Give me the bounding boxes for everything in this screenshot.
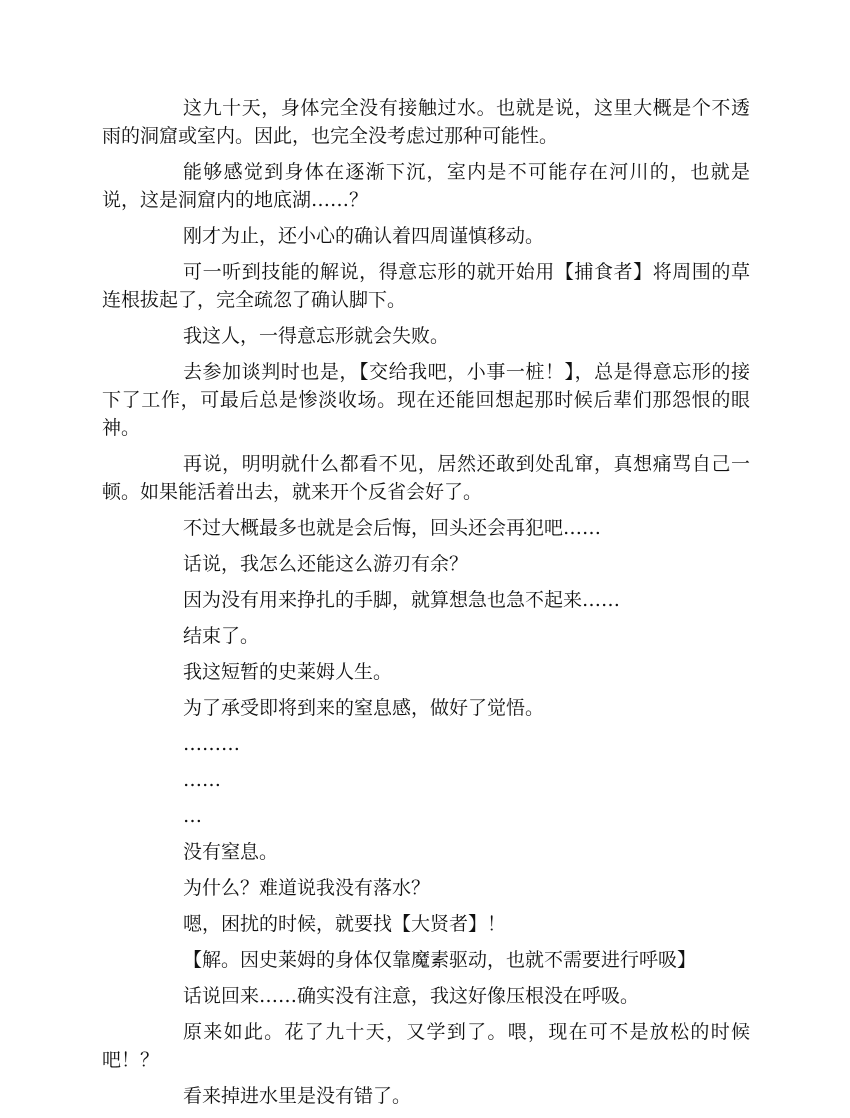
paragraph: 没有窒息。 — [183, 841, 279, 863]
paragraph: 不过大概最多也就是会后悔，回头还会再犯吧…… — [183, 517, 602, 539]
paragraph: 【解。因史莱姆的身体仅靠魔素驱动，也就不需要进行呼吸】 — [183, 949, 697, 971]
paragraph: 话说回来……确实没有注意，我这好像压根没在呼吸。 — [183, 985, 640, 1007]
paragraph: 这九十天，身体完全没有接触过水。也就是说，这里大概是个不透雨的洞窟或室内。因此，也完全没考虑过那种可能性。 — [102, 97, 750, 147]
paragraph: 我这人，一得意忘形就会失败。 — [183, 325, 450, 347]
paragraph: ……… — [183, 733, 240, 755]
paragraph: …… — [183, 769, 221, 791]
paragraph: 为什么？难道说我没有落水？ — [183, 877, 431, 899]
paragraph: 结束了。 — [183, 625, 260, 647]
paragraph: … — [183, 805, 202, 827]
paragraph: 嗯，困扰的时候，就要找【大贤者】！ — [183, 913, 507, 935]
paragraph: 我这短暂的史莱姆人生。 — [183, 661, 393, 683]
body-text — [102, 94, 750, 1118]
paragraph: 看来掉进水里是没有错了。 — [183, 1085, 412, 1107]
paragraph: 可一听到技能的解说，得意忘形的就开始用【捕食者】将周围的草连根拔起了，完全疏忽了确认脚下。 — [102, 261, 750, 311]
paragraph: 刚才为止，还小心的确认着四周谨慎移动。 — [183, 225, 545, 247]
paragraph: 再说，明明就什么都看不见，居然还敢到处乱窜，真想痛骂自己一顿。如果能活着出去，就来开个反省会好了。 — [102, 453, 750, 503]
paragraph: 话说，我怎么还能这么游刃有余？ — [183, 553, 469, 575]
paragraph: 因为没有用来挣扎的手脚，就算想急也急不起来…… — [183, 589, 621, 611]
paragraph: 去参加谈判时也是，【交给我吧，小事一桩！】，总是得意忘形的接下了工作，可最后总是惨淡收场。现在还能回想起那时候后辈们那怨恨的眼神。 — [102, 361, 750, 439]
paragraph: 能够感觉到身体在逐渐下沉，室内是不可能存在河川的，也就是说，这是洞窟内的地底湖……？ — [102, 161, 750, 211]
paragraph: 为了承受即将到来的窒息感，做好了觉悟。 — [183, 697, 545, 719]
paragraph: 原来如此。花了九十天，又学到了。喂，现在可不是放松的时候吧！？ — [102, 1021, 750, 1071]
